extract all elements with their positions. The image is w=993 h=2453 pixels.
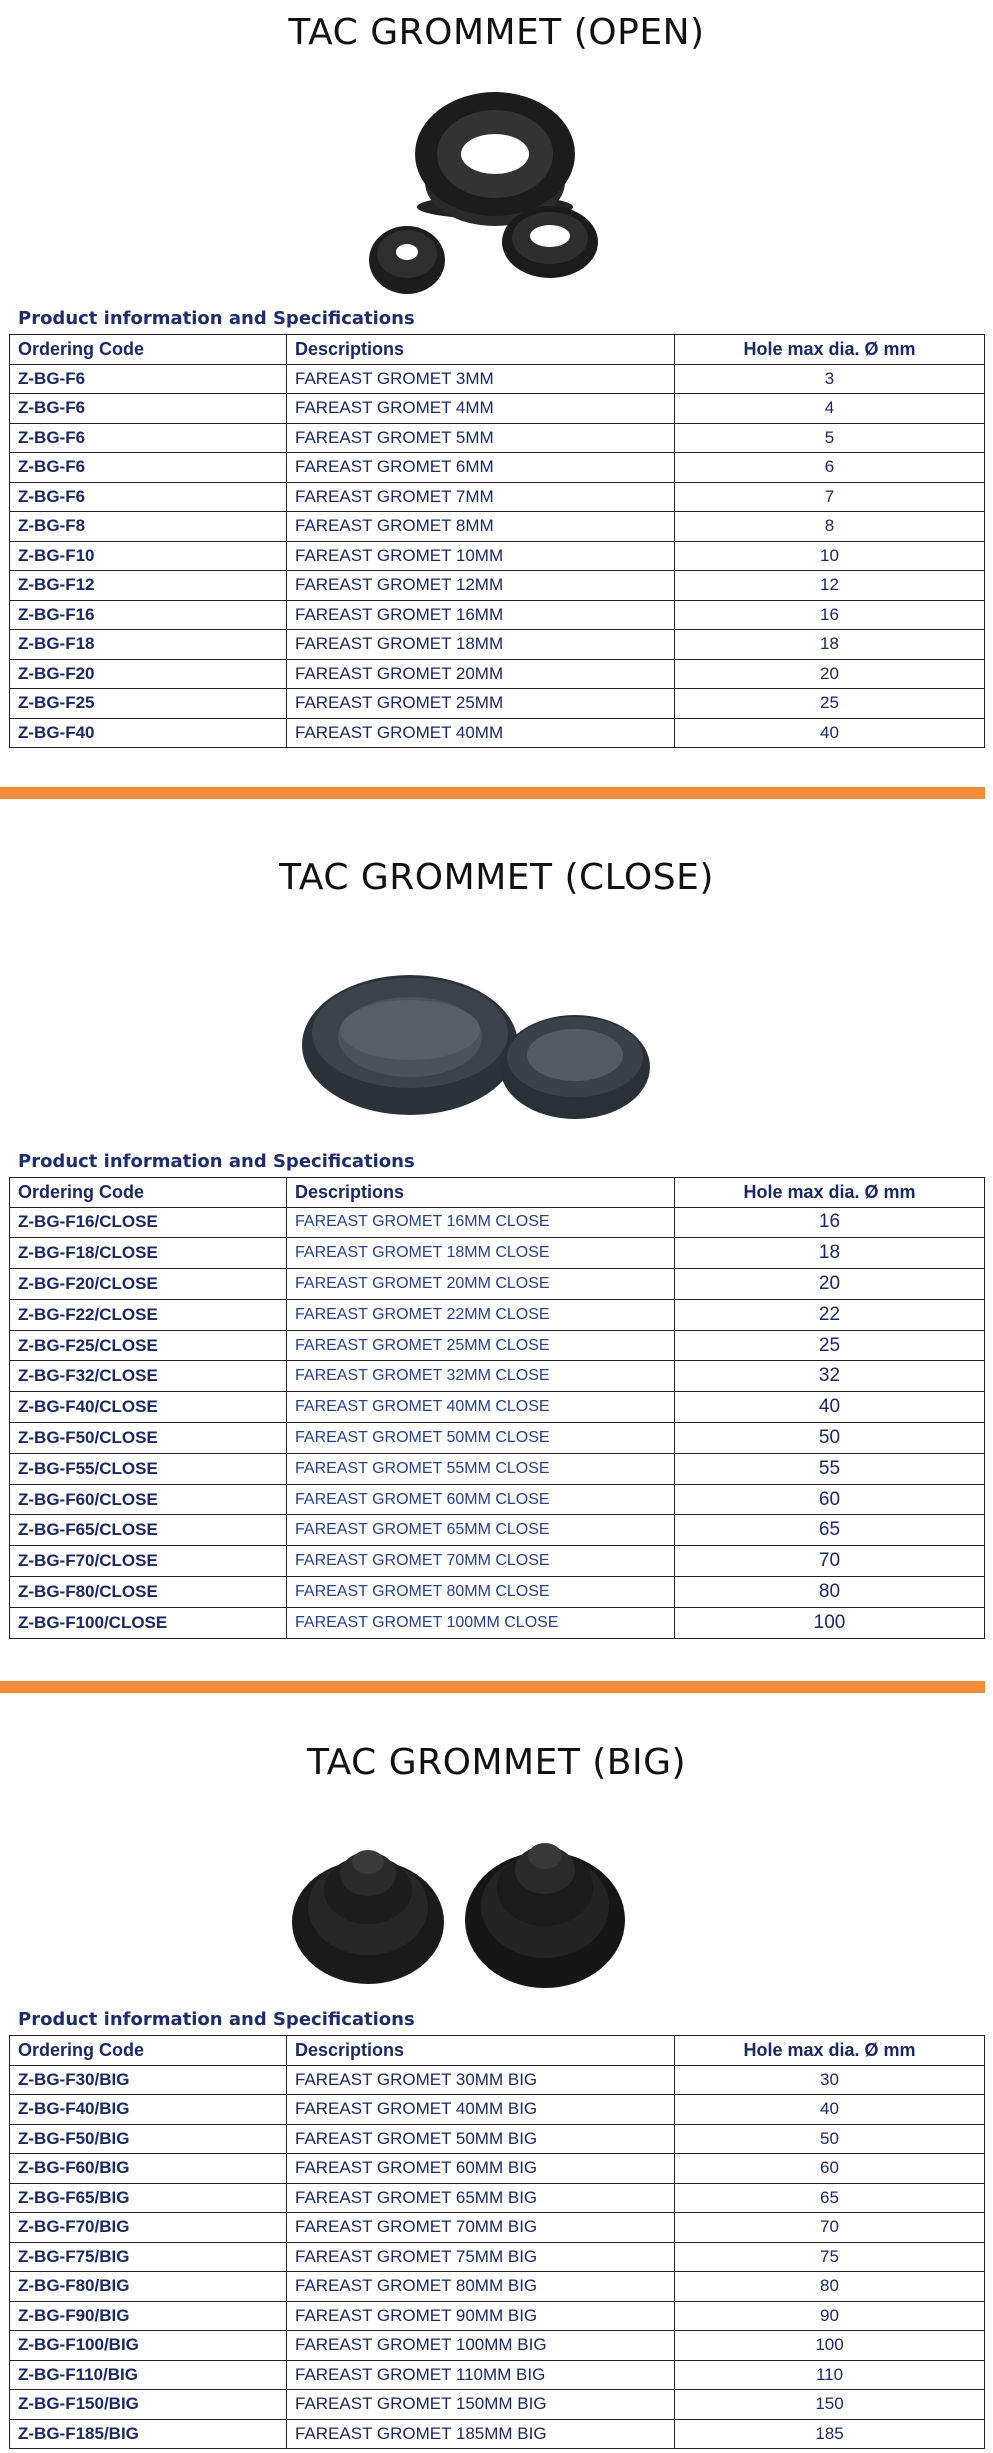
- hole-dia-cell: 70: [675, 1546, 985, 1577]
- ordering-code-cell: Z-BG-F12: [10, 571, 287, 601]
- description-cell: FAREAST GROMET 50MM CLOSE: [287, 1423, 675, 1454]
- description-cell: FAREAST GROMET 18MM: [287, 630, 675, 660]
- table-row: [10, 630, 985, 660]
- hole-dia-cell: 32: [675, 1361, 985, 1392]
- col-descriptions: Descriptions: [287, 335, 675, 365]
- hole-dia-cell: 50: [675, 1423, 985, 1454]
- ordering-code-cell: Z-BG-F20/CLOSE: [10, 1269, 287, 1300]
- description-cell: FAREAST GROMET 75MM BIG: [287, 2242, 675, 2272]
- description-cell: FAREAST GROMET 3MM: [287, 364, 675, 394]
- hole-dia-cell: 10: [675, 541, 985, 571]
- hole-dia-cell: 18: [675, 1238, 985, 1269]
- ordering-code-cell: Z-BG-F100/CLOSE: [10, 1607, 287, 1638]
- ordering-code-cell: Z-BG-F70/BIG: [10, 2213, 287, 2243]
- hole-dia-cell: 40: [675, 1392, 985, 1423]
- hole-dia-cell: 5: [675, 423, 985, 453]
- description-cell: FAREAST GROMET 10MM: [287, 541, 675, 571]
- hole-dia-cell: 18: [675, 630, 985, 660]
- section-title: TAC GROMMET (BIG): [306, 1742, 687, 1783]
- hole-dia-cell: 20: [675, 1269, 985, 1300]
- hole-dia-cell: 100: [675, 1607, 985, 1638]
- table-row: [10, 1515, 985, 1546]
- ordering-code-cell: Z-BG-F110/BIG: [10, 2360, 287, 2390]
- ordering-code-cell: Z-BG-F25: [10, 689, 287, 719]
- table-row: [10, 1577, 985, 1608]
- table-header-row: [10, 2036, 985, 2066]
- table-row: [10, 600, 985, 630]
- hole-dia-cell: 30: [675, 2065, 985, 2095]
- table-row: [10, 571, 985, 601]
- table-row: [10, 541, 985, 571]
- specs-table-big: [9, 2035, 985, 2449]
- description-cell: FAREAST GROMET 80MM CLOSE: [287, 1577, 675, 1608]
- ordering-code-cell: Z-BG-F60/CLOSE: [10, 1484, 287, 1515]
- description-cell: FAREAST GROMET 5MM: [287, 423, 675, 453]
- ordering-code-cell: Z-BG-F30/BIG: [10, 2065, 287, 2095]
- description-cell: FAREAST GROMET 16MM: [287, 600, 675, 630]
- table-row: [10, 2419, 985, 2449]
- description-cell: FAREAST GROMET 40MM BIG: [287, 2095, 675, 2125]
- table-row: [10, 2183, 985, 2213]
- hole-dia-cell: 55: [675, 1453, 985, 1484]
- table-row: [10, 364, 985, 394]
- hole-dia-cell: 6: [675, 453, 985, 483]
- ordering-code-cell: Z-BG-F16: [10, 600, 287, 630]
- hole-dia-cell: 20: [675, 659, 985, 689]
- description-cell: FAREAST GROMET 40MM: [287, 718, 675, 748]
- ordering-code-cell: Z-BG-F20: [10, 659, 287, 689]
- ordering-code-cell: Z-BG-F100/BIG: [10, 2331, 287, 2361]
- hole-dia-cell: 25: [675, 689, 985, 719]
- table-header-row: [10, 335, 985, 365]
- col-ordering-code: Ordering Code: [10, 1178, 287, 1208]
- section-title: TAC GROMMET (OPEN): [288, 12, 705, 53]
- big-grommet-photo: [290, 1822, 650, 1992]
- ordering-code-cell: Z-BG-F50/BIG: [10, 2124, 287, 2154]
- specs-heading: Product information and Specifications: [18, 1151, 415, 1172]
- specs-heading: Product information and Specifications: [18, 2009, 415, 2030]
- table-row: [10, 1392, 985, 1423]
- hole-dia-cell: 40: [675, 2095, 985, 2125]
- ordering-code-cell: Z-BG-F25/CLOSE: [10, 1330, 287, 1361]
- ordering-code-cell: Z-BG-F6: [10, 423, 287, 453]
- description-cell: FAREAST GROMET 12MM: [287, 571, 675, 601]
- table-row: [10, 689, 985, 719]
- hole-dia-cell: 185: [675, 2419, 985, 2449]
- table-row: [10, 512, 985, 542]
- description-cell: FAREAST GROMET 90MM BIG: [287, 2301, 675, 2331]
- description-cell: FAREAST GROMET 16MM CLOSE: [287, 1207, 675, 1238]
- ordering-code-cell: Z-BG-F185/BIG: [10, 2419, 287, 2449]
- table-header-row: [10, 1178, 985, 1208]
- table-row: [10, 1207, 985, 1238]
- description-cell: FAREAST GROMET 40MM CLOSE: [287, 1392, 675, 1423]
- ordering-code-cell: Z-BG-F16/CLOSE: [10, 1207, 287, 1238]
- description-cell: FAREAST GROMET 6MM: [287, 453, 675, 483]
- col-descriptions: Descriptions: [287, 1178, 675, 1208]
- col-ordering-code: Ordering Code: [10, 2036, 287, 2066]
- hole-dia-cell: 16: [675, 1207, 985, 1238]
- ordering-code-cell: Z-BG-F40/CLOSE: [10, 1392, 287, 1423]
- hole-dia-cell: 50: [675, 2124, 985, 2154]
- open-grommet-photo: [360, 82, 615, 302]
- description-cell: FAREAST GROMET 70MM BIG: [287, 2213, 675, 2243]
- description-cell: FAREAST GROMET 25MM: [287, 689, 675, 719]
- hole-dia-cell: 22: [675, 1299, 985, 1330]
- table-row: [10, 423, 985, 453]
- hole-dia-cell: 80: [675, 2272, 985, 2302]
- ordering-code-cell: Z-BG-F90/BIG: [10, 2301, 287, 2331]
- table-row: [10, 1330, 985, 1361]
- hole-dia-cell: 65: [675, 1515, 985, 1546]
- table-row: [10, 1423, 985, 1454]
- table-row: [10, 1484, 985, 1515]
- description-cell: FAREAST GROMET 30MM BIG: [287, 2065, 675, 2095]
- table-row: [10, 394, 985, 424]
- table-row: [10, 2360, 985, 2390]
- close-grommet-photo: [300, 955, 660, 1125]
- table-row: [10, 2272, 985, 2302]
- hole-dia-cell: 8: [675, 512, 985, 542]
- hole-dia-cell: 25: [675, 1330, 985, 1361]
- ordering-code-cell: Z-BG-F50/CLOSE: [10, 1423, 287, 1454]
- table-row: [10, 482, 985, 512]
- hole-dia-cell: 65: [675, 2183, 985, 2213]
- ordering-code-cell: Z-BG-F60/BIG: [10, 2154, 287, 2184]
- table-row: [10, 2331, 985, 2361]
- description-cell: FAREAST GROMET 65MM BIG: [287, 2183, 675, 2213]
- description-cell: FAREAST GROMET 185MM BIG: [287, 2419, 675, 2449]
- description-cell: FAREAST GROMET 100MM BIG: [287, 2331, 675, 2361]
- ordering-code-cell: Z-BG-F55/CLOSE: [10, 1453, 287, 1484]
- hole-dia-cell: 60: [675, 2154, 985, 2184]
- description-cell: FAREAST GROMET 55MM CLOSE: [287, 1453, 675, 1484]
- table-row: [10, 2095, 985, 2125]
- ordering-code-cell: Z-BG-F40: [10, 718, 287, 748]
- ordering-code-cell: Z-BG-F6: [10, 453, 287, 483]
- description-cell: FAREAST GROMET 60MM CLOSE: [287, 1484, 675, 1515]
- hole-dia-cell: 60: [675, 1484, 985, 1515]
- ordering-code-cell: Z-BG-F80/BIG: [10, 2272, 287, 2302]
- table-row: [10, 1607, 985, 1638]
- ordering-code-cell: Z-BG-F22/CLOSE: [10, 1299, 287, 1330]
- hole-dia-cell: 3: [675, 364, 985, 394]
- ordering-code-cell: Z-BG-F65/CLOSE: [10, 1515, 287, 1546]
- table-row: [10, 1453, 985, 1484]
- col-hole-dia: Hole max dia. Ø mm: [675, 2036, 985, 2066]
- hole-dia-cell: 90: [675, 2301, 985, 2331]
- ordering-code-cell: Z-BG-F75/BIG: [10, 2242, 287, 2272]
- description-cell: FAREAST GROMET 110MM BIG: [287, 2360, 675, 2390]
- description-cell: FAREAST GROMET 150MM BIG: [287, 2390, 675, 2420]
- description-cell: FAREAST GROMET 20MM: [287, 659, 675, 689]
- ordering-code-cell: Z-BG-F32/CLOSE: [10, 1361, 287, 1392]
- table-row: [10, 2124, 985, 2154]
- specs-table-close: [9, 1177, 985, 1639]
- ordering-code-cell: Z-BG-F65/BIG: [10, 2183, 287, 2213]
- description-cell: FAREAST GROMET 32MM CLOSE: [287, 1361, 675, 1392]
- table-row: [10, 1299, 985, 1330]
- ordering-code-cell: Z-BG-F150/BIG: [10, 2390, 287, 2420]
- hole-dia-cell: 80: [675, 1577, 985, 1608]
- section-divider: [0, 1681, 985, 1693]
- table-row: [10, 1546, 985, 1577]
- specs-table-open: [9, 334, 985, 748]
- description-cell: FAREAST GROMET 8MM: [287, 512, 675, 542]
- ordering-code-cell: Z-BG-F18: [10, 630, 287, 660]
- description-cell: FAREAST GROMET 4MM: [287, 394, 675, 424]
- col-descriptions: Descriptions: [287, 2036, 675, 2066]
- table-row: [10, 2390, 985, 2420]
- description-cell: FAREAST GROMET 18MM CLOSE: [287, 1238, 675, 1269]
- hole-dia-cell: 110: [675, 2360, 985, 2390]
- ordering-code-cell: Z-BG-F18/CLOSE: [10, 1238, 287, 1269]
- hole-dia-cell: 70: [675, 2213, 985, 2243]
- table-row: [10, 2154, 985, 2184]
- description-cell: FAREAST GROMET 65MM CLOSE: [287, 1515, 675, 1546]
- table-row: [10, 2065, 985, 2095]
- specs-heading: Product information and Specifications: [18, 308, 415, 329]
- hole-dia-cell: 75: [675, 2242, 985, 2272]
- table-row: [10, 1238, 985, 1269]
- description-cell: FAREAST GROMET 22MM CLOSE: [287, 1299, 675, 1330]
- table-row: [10, 718, 985, 748]
- ordering-code-cell: Z-BG-F6: [10, 482, 287, 512]
- table-row: [10, 453, 985, 483]
- ordering-code-cell: Z-BG-F10: [10, 541, 287, 571]
- ordering-code-cell: Z-BG-F8: [10, 512, 287, 542]
- table-row: [10, 1361, 985, 1392]
- col-hole-dia: Hole max dia. Ø mm: [675, 335, 985, 365]
- table-row: [10, 659, 985, 689]
- description-cell: FAREAST GROMET 100MM CLOSE: [287, 1607, 675, 1638]
- col-ordering-code: Ordering Code: [10, 335, 287, 365]
- table-row: [10, 2213, 985, 2243]
- description-cell: FAREAST GROMET 60MM BIG: [287, 2154, 675, 2184]
- ordering-code-cell: Z-BG-F70/CLOSE: [10, 1546, 287, 1577]
- table-row: [10, 2301, 985, 2331]
- description-cell: FAREAST GROMET 20MM CLOSE: [287, 1269, 675, 1300]
- table-row: [10, 2242, 985, 2272]
- description-cell: FAREAST GROMET 70MM CLOSE: [287, 1546, 675, 1577]
- col-hole-dia: Hole max dia. Ø mm: [675, 1178, 985, 1208]
- section-title: TAC GROMMET (CLOSE): [279, 857, 714, 898]
- ordering-code-cell: Z-BG-F80/CLOSE: [10, 1577, 287, 1608]
- hole-dia-cell: 7: [675, 482, 985, 512]
- hole-dia-cell: 16: [675, 600, 985, 630]
- ordering-code-cell: Z-BG-F6: [10, 364, 287, 394]
- description-cell: FAREAST GROMET 7MM: [287, 482, 675, 512]
- description-cell: FAREAST GROMET 80MM BIG: [287, 2272, 675, 2302]
- table-row: [10, 1269, 985, 1300]
- description-cell: FAREAST GROMET 25MM CLOSE: [287, 1330, 675, 1361]
- description-cell: FAREAST GROMET 50MM BIG: [287, 2124, 675, 2154]
- hole-dia-cell: 40: [675, 718, 985, 748]
- ordering-code-cell: Z-BG-F6: [10, 394, 287, 424]
- hole-dia-cell: 150: [675, 2390, 985, 2420]
- hole-dia-cell: 12: [675, 571, 985, 601]
- section-divider: [0, 787, 985, 799]
- ordering-code-cell: Z-BG-F40/BIG: [10, 2095, 287, 2125]
- hole-dia-cell: 4: [675, 394, 985, 424]
- hole-dia-cell: 100: [675, 2331, 985, 2361]
